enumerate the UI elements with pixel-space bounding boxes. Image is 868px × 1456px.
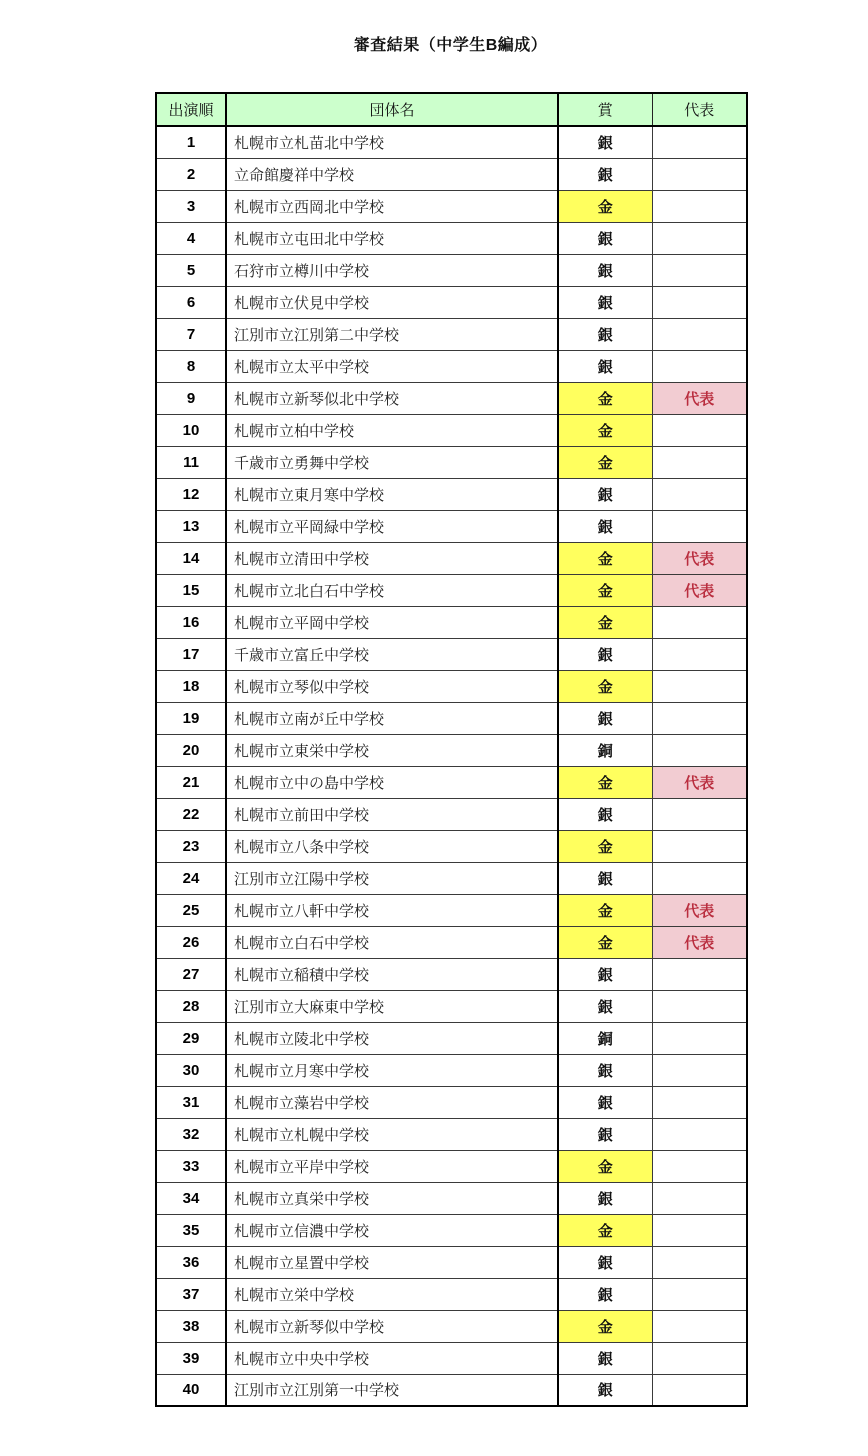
representative-cell: 代表 [652,894,747,926]
group-name-cell: 札幌市立前田中学校 [226,798,558,830]
group-name-cell: 札幌市立平岸中学校 [226,1150,558,1182]
table-row [156,702,747,734]
table-row [156,542,747,574]
table-row [156,574,747,606]
table-row [156,830,747,862]
order-cell: 22 [156,798,226,830]
representative-cell [652,510,747,542]
column-header-order: 出演順 [156,93,226,126]
table-row [156,126,747,158]
table-row [156,1118,747,1150]
table-row [156,1054,747,1086]
representative-cell [652,862,747,894]
representative-cell [652,1086,747,1118]
order-cell: 13 [156,510,226,542]
order-cell: 8 [156,350,226,382]
group-name-cell: 札幌市立新琴似中学校 [226,1310,558,1342]
award-cell: 金 [558,542,652,574]
award-cell: 銀 [558,478,652,510]
table-row [156,190,747,222]
table-row [156,990,747,1022]
table-row [156,638,747,670]
representative-cell [652,1374,747,1406]
group-name-cell: 札幌市立信濃中学校 [226,1214,558,1246]
award-cell: 銀 [558,990,652,1022]
representative-cell [652,350,747,382]
award-cell: 金 [558,1150,652,1182]
order-cell: 32 [156,1118,226,1150]
order-cell: 7 [156,318,226,350]
representative-cell [652,702,747,734]
award-cell: 銀 [558,1182,652,1214]
representative-cell [652,446,747,478]
representative-cell [652,1214,747,1246]
group-name-cell: 江別市立江別第二中学校 [226,318,558,350]
representative-cell [652,1054,747,1086]
representative-cell [652,1342,747,1374]
group-name-cell: 札幌市立平岡緑中学校 [226,510,558,542]
column-header-award: 賞 [558,93,652,126]
award-cell: 銀 [558,350,652,382]
results-table [155,92,748,1407]
award-cell: 銀 [558,958,652,990]
award-cell: 銀 [558,510,652,542]
order-cell: 27 [156,958,226,990]
table-row [156,1246,747,1278]
group-name-cell: 札幌市立藻岩中学校 [226,1086,558,1118]
table-row [156,798,747,830]
group-name-cell: 江別市立江別第一中学校 [226,1374,558,1406]
group-name-cell: 札幌市立新琴似北中学校 [226,382,558,414]
order-cell: 40 [156,1374,226,1406]
award-cell: 銀 [558,1086,652,1118]
representative-cell [652,254,747,286]
award-cell: 金 [558,606,652,638]
group-name-cell: 札幌市立陵北中学校 [226,1022,558,1054]
award-cell: 金 [558,766,652,798]
group-name-cell: 札幌市立平岡中学校 [226,606,558,638]
award-cell: 金 [558,926,652,958]
award-cell: 金 [558,1310,652,1342]
order-cell: 36 [156,1246,226,1278]
table-row [156,1342,747,1374]
order-cell: 28 [156,990,226,1022]
group-name-cell: 江別市立江陽中学校 [226,862,558,894]
group-name-cell: 札幌市立札苗北中学校 [226,126,558,158]
order-cell: 3 [156,190,226,222]
order-cell: 37 [156,1278,226,1310]
column-header-representative: 代表 [652,93,747,126]
award-cell: 銀 [558,286,652,318]
representative-cell [652,638,747,670]
award-cell: 銀 [558,1246,652,1278]
group-name-cell: 札幌市立東月寒中学校 [226,478,558,510]
group-name-cell: 札幌市立伏見中学校 [226,286,558,318]
representative-cell [652,734,747,766]
group-name-cell: 札幌市立琴似中学校 [226,670,558,702]
order-cell: 12 [156,478,226,510]
table-row [156,1022,747,1054]
award-cell: 金 [558,414,652,446]
order-cell: 2 [156,158,226,190]
table-row [156,318,747,350]
group-name-cell: 札幌市立屯田北中学校 [226,222,558,254]
order-cell: 1 [156,126,226,158]
award-cell: 銀 [558,702,652,734]
representative-cell: 代表 [652,574,747,606]
award-cell: 金 [558,1214,652,1246]
order-cell: 20 [156,734,226,766]
group-name-cell: 札幌市立中央中学校 [226,1342,558,1374]
group-name-cell: 札幌市立栄中学校 [226,1278,558,1310]
table-header [156,93,747,126]
table-row [156,1086,747,1118]
group-name-cell: 石狩市立樽川中学校 [226,254,558,286]
table-row [156,606,747,638]
order-cell: 10 [156,414,226,446]
representative-cell [652,126,747,158]
table-row [156,1182,747,1214]
column-header-group-name: 団体名 [226,93,558,126]
table-row [156,958,747,990]
order-cell: 34 [156,1182,226,1214]
representative-cell [652,798,747,830]
award-cell: 銀 [558,254,652,286]
order-cell: 16 [156,606,226,638]
table-row [156,1310,747,1342]
award-cell: 銀 [558,158,652,190]
representative-cell [652,222,747,254]
table-row [156,670,747,702]
representative-cell: 代表 [652,766,747,798]
representative-cell [652,1150,747,1182]
table-row [156,446,747,478]
table-row [156,926,747,958]
order-cell: 19 [156,702,226,734]
order-cell: 23 [156,830,226,862]
representative-cell: 代表 [652,926,747,958]
table-row [156,254,747,286]
award-cell: 金 [558,382,652,414]
group-name-cell: 札幌市立白石中学校 [226,926,558,958]
group-name-cell: 札幌市立清田中学校 [226,542,558,574]
order-cell: 11 [156,446,226,478]
representative-cell [652,1118,747,1150]
order-cell: 39 [156,1342,226,1374]
table-row [156,414,747,446]
order-cell: 14 [156,542,226,574]
award-cell: 銀 [558,222,652,254]
group-name-cell: 千歳市立勇舞中学校 [226,446,558,478]
order-cell: 35 [156,1214,226,1246]
representative-cell [652,286,747,318]
award-cell: 銅 [558,1022,652,1054]
order-cell: 17 [156,638,226,670]
representative-cell [652,1310,747,1342]
representative-cell [652,990,747,1022]
group-name-cell: 札幌市立札幌中学校 [226,1118,558,1150]
order-cell: 30 [156,1054,226,1086]
header-row [156,93,747,126]
award-cell: 銀 [558,1118,652,1150]
award-cell: 金 [558,894,652,926]
group-name-cell: 千歳市立富丘中学校 [226,638,558,670]
table-row [156,1150,747,1182]
representative-cell [652,414,747,446]
award-cell: 銀 [558,318,652,350]
group-name-cell: 札幌市立東栄中学校 [226,734,558,766]
order-cell: 29 [156,1022,226,1054]
award-cell: 銀 [558,638,652,670]
group-name-cell: 札幌市立月寒中学校 [226,1054,558,1086]
table-row [156,158,747,190]
award-cell: 金 [558,446,652,478]
representative-cell [652,318,747,350]
award-cell: 銀 [558,126,652,158]
award-cell: 銀 [558,1278,652,1310]
representative-cell [652,1246,747,1278]
page-title: 審査結果（中学生B編成） [353,37,548,54]
results-table-container [155,92,746,1407]
table-row [156,1278,747,1310]
award-cell: 金 [558,574,652,606]
representative-cell: 代表 [652,542,747,574]
table-row [156,766,747,798]
representative-cell [652,478,747,510]
table-row [156,350,747,382]
order-cell: 6 [156,286,226,318]
order-cell: 24 [156,862,226,894]
table-row [156,286,747,318]
order-cell: 26 [156,926,226,958]
table-row [156,894,747,926]
representative-cell [652,1278,747,1310]
table-row [156,222,747,254]
representative-cell [652,958,747,990]
representative-cell [652,606,747,638]
award-cell: 金 [558,670,652,702]
award-cell: 銀 [558,862,652,894]
group-name-cell: 江別市立大麻東中学校 [226,990,558,1022]
table-row [156,862,747,894]
order-cell: 5 [156,254,226,286]
table-row [156,1374,747,1406]
group-name-cell: 札幌市立八条中学校 [226,830,558,862]
order-cell: 18 [156,670,226,702]
order-cell: 9 [156,382,226,414]
representative-cell [652,830,747,862]
order-cell: 33 [156,1150,226,1182]
group-name-cell: 札幌市立中の島中学校 [226,766,558,798]
group-name-cell: 札幌市立柏中学校 [226,414,558,446]
representative-cell [652,190,747,222]
group-name-cell: 札幌市立太平中学校 [226,350,558,382]
table-row [156,510,747,542]
representative-cell [652,158,747,190]
table-row [156,734,747,766]
results-tbody [156,126,747,1406]
order-cell: 38 [156,1310,226,1342]
award-cell: 銀 [558,1054,652,1086]
award-cell: 銀 [558,1374,652,1406]
group-name-cell: 札幌市立西岡北中学校 [226,190,558,222]
representative-cell [652,670,747,702]
table-row [156,1214,747,1246]
order-cell: 4 [156,222,226,254]
award-cell: 金 [558,830,652,862]
group-name-cell: 札幌市立真栄中学校 [226,1182,558,1214]
award-cell: 銀 [558,798,652,830]
order-cell: 21 [156,766,226,798]
representative-cell [652,1182,747,1214]
table-row [156,478,747,510]
group-name-cell: 札幌市立稲積中学校 [226,958,558,990]
group-name-cell: 札幌市立星置中学校 [226,1246,558,1278]
representative-cell [652,1022,747,1054]
order-cell: 31 [156,1086,226,1118]
order-cell: 15 [156,574,226,606]
group-name-cell: 札幌市立南が丘中学校 [226,702,558,734]
award-cell: 銀 [558,1342,652,1374]
group-name-cell: 立命館慶祥中学校 [226,158,558,190]
group-name-cell: 札幌市立北白石中学校 [226,574,558,606]
group-name-cell: 札幌市立八軒中学校 [226,894,558,926]
award-cell: 金 [558,190,652,222]
order-cell: 25 [156,894,226,926]
award-cell: 銅 [558,734,652,766]
table-row [156,382,747,414]
representative-cell: 代表 [652,382,747,414]
